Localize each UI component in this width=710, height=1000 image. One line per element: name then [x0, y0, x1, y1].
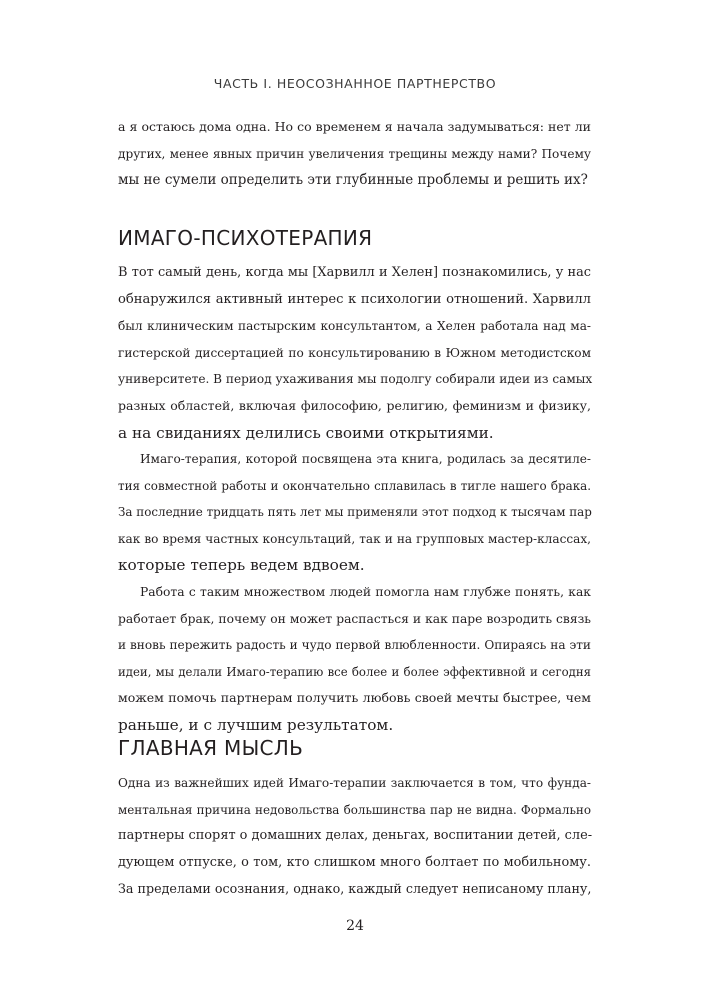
text-line: обнаружился активный интерес к психологии отношений. Харвилл	[118, 291, 591, 307]
text-line: был клиническим пастырским консультантом, а Хелен работала над ма-	[118, 319, 591, 334]
text-line: а я остаюсь дома одна. Но со временем я начала задумываться: нет ли	[118, 119, 591, 134]
text-line: Одна из важнейших идей Имаго-терапии заключается в том, что фунда-	[118, 776, 591, 790]
section1-paragraph-1	[118, 260, 591, 446]
text-line: партнеры спорят о домашних делах, деньгах, воспитании детей, сле-	[118, 828, 593, 844]
text-line: В тот самый день, когда мы [Харвилл и Хелен] познакомились, у нас	[118, 265, 591, 280]
text-line: За пределами осознания, однако, каждый следует неписаному плану,	[118, 881, 592, 897]
text-line: гистерской диссертацией по консультированию в Южном методистском	[118, 345, 591, 360]
section2-paragraph-1	[118, 770, 591, 903]
text-line: Имаго-терапия, которой посвящена эта книга, родилась за десятиле-	[140, 452, 591, 466]
running-head: ЧАСТЬ I. НЕОСОЗНАННОЕ ПАРТНЕРСТВО	[213, 76, 497, 91]
text-line: которые теперь ведем вдвоем.	[118, 556, 365, 575]
text-line: тия совместной работы и окончательно сплавилась в тигле нашего брака.	[118, 478, 591, 493]
text-line: мы не сумели определить эти глубинные проблемы и решить их?	[118, 172, 588, 189]
text-line: дующем отпуске, о том, кто слишком много болтает по мобильному.	[118, 854, 591, 870]
text-line: университете. В период ухаживания мы подолгу собирали идеи из самых	[118, 372, 593, 387]
text-line: а на свиданиях делились своими открытиями.	[118, 423, 494, 442]
text-line: и вновь пережить радость и чудо первой влюбленности. Опираясь на эти	[118, 638, 591, 653]
text-line: Работа с таким множеством людей помогла нам глубже понять, как	[140, 585, 591, 599]
text-line: раньше, и с лучшим результатом.	[118, 715, 394, 734]
text-line: работает брак, почему он может распасться и как паре возродить связь	[118, 611, 591, 626]
text-line: разных областей, включая философию, религию, феминизм и физику,	[118, 397, 591, 413]
text-line: ментальная причина недовольства большинства пар не видна. Формально	[118, 802, 591, 817]
text-line: идеи, мы делали Имаго-терапию все более и более эффективной и сегодня	[118, 664, 591, 679]
section1-paragraph-3	[118, 579, 591, 739]
text-line: За последние тридцать пять лет мы применяли этот подход к тысячам пар	[118, 505, 592, 520]
page-number: 24	[346, 918, 364, 934]
text-line: можем помочь партнерам получить любовь своей мечты быстрее, чем	[118, 690, 591, 706]
section-heading-imago: ИМАГО-ПСИХОТЕРАПИЯ	[118, 226, 373, 250]
text-line: других, менее явных причин увеличения трещины между нами? Почему	[118, 146, 591, 161]
section-heading-main-idea: ГЛАВНАЯ МЫСЛЬ	[118, 736, 304, 760]
text-line: как во время частных консультаций, так и на групповых мастер-классах,	[118, 531, 591, 546]
section1-paragraph-2	[118, 446, 591, 579]
intro-paragraph	[118, 114, 591, 194]
